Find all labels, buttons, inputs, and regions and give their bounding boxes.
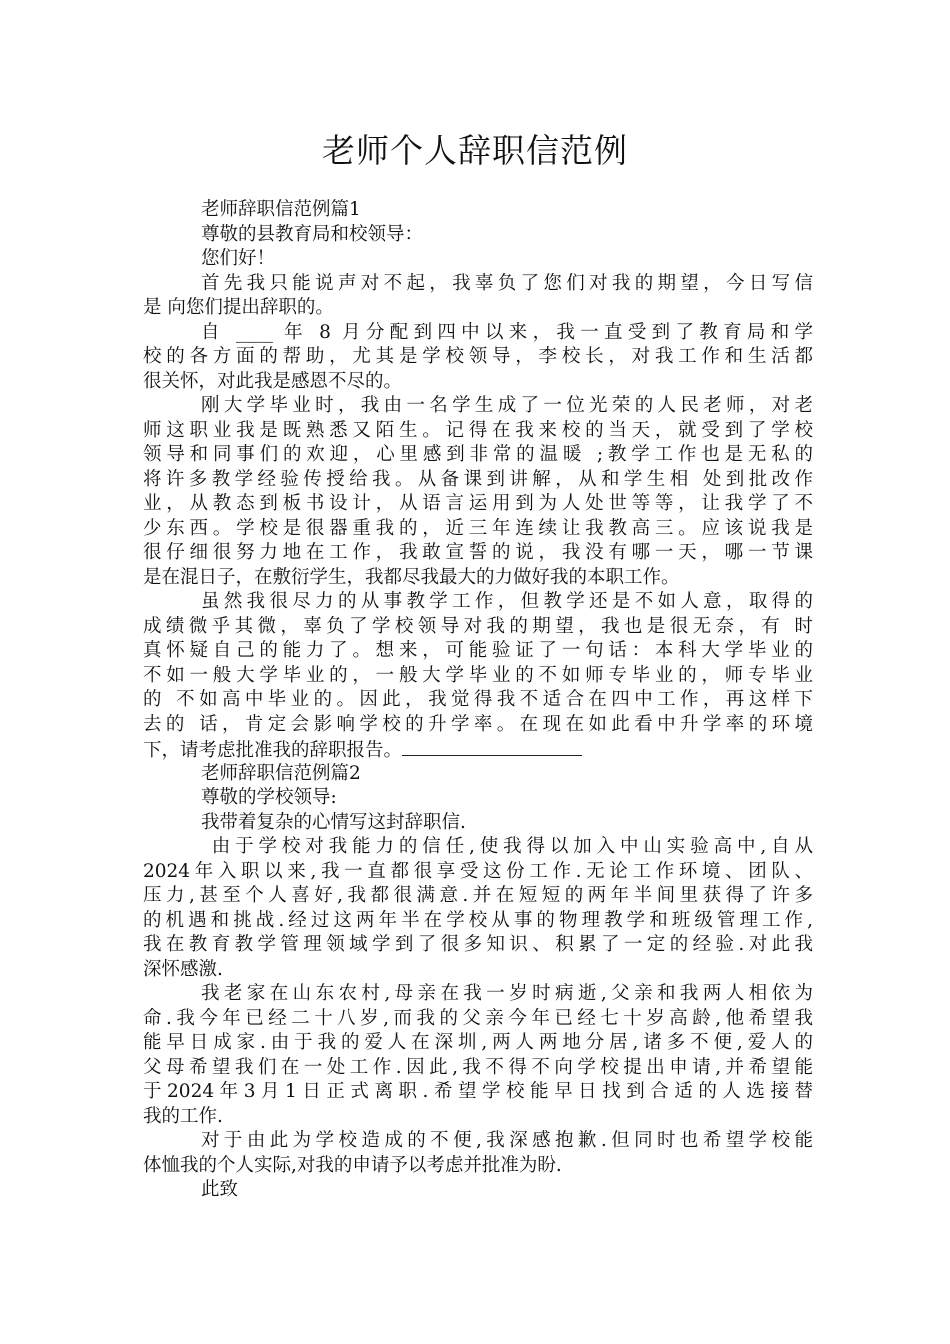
paragraph-line: 少东西。学校是很器重我的，近三年连续让我教高三。应该说我是 <box>143 517 813 539</box>
document-body <box>143 198 813 1203</box>
paragraph-line: 的 不如高中毕业的。因此，我觉得我不适合在四中工作，再这样下 <box>143 689 813 710</box>
paragraph-line: 压力,甚至个人喜好,我都很满意.并在短短的两年半间里获得了许多 <box>143 885 813 906</box>
paragraph-line: 很仔细很努力地在工作，我敢宣誓的说，我没有哪一天，哪一节课 <box>143 542 813 563</box>
paragraph-line: 父母希望我们在一处工作.因此,我不得不向学校提出申请,并希望能 <box>143 1056 813 1078</box>
paragraph-line: 我老家在山东农村,母亲在我一岁时病逝,父亲和我两人相依为 <box>201 983 813 1004</box>
paragraph-line: 的机遇和挑战.经过这两年半在学校从事的物理教学和班级管理工作, <box>143 909 813 931</box>
salutation-2: 尊敬的学校领导: <box>201 787 337 808</box>
paragraph-line: 将许多教学经验传授给我。从备课到讲解，从和学生相 处到批改作 <box>143 468 813 490</box>
paragraph-line: 自 ____ 年 8 月分配到四中以来，我一直受到了教育局和学 <box>201 321 813 343</box>
closing-line: 此致 <box>201 1179 239 1200</box>
section-heading-1: 老师辞职信范例篇1 <box>201 199 361 220</box>
paragraph-line: 校的各方面的帮助，尤其是学校领导，李校长，对我工作和生活都 <box>143 346 813 367</box>
paragraph-line: 是 向您们提出辞职的。 <box>143 297 334 318</box>
paragraph-line: 深怀感激. <box>143 958 223 980</box>
greeting: 您们好！ <box>201 248 276 269</box>
paragraph-line: 成绩微乎其微，辜负了学校领导对我的期望，我也是很无奈，有 时 <box>143 615 813 637</box>
paragraph-line: 很关怀，对此我是感恩不尽的。 <box>143 370 403 392</box>
paragraph-line: 业，从教态到板书设计，从语言运用到为人处世等等，让我学了不 <box>143 493 813 514</box>
paragraph-line: 师这职业我是既熟悉又陌生。记得在我来校的当天，就受到了学校 <box>143 419 813 441</box>
paragraph-line: 我带着复杂的心情写这封辞职信. <box>201 811 466 833</box>
salutation-1: 尊敬的县教育局和校领导： <box>201 223 424 245</box>
paragraph-line: 能早日成家.由于我的爱人在深圳,两人两地分居,诸多不便,爱人的 <box>143 1032 813 1053</box>
paragraph-line: 命.我今年已经二十八岁,而我的父亲今年已经七十岁高龄,他希望我 <box>143 1007 813 1029</box>
paragraph-line: 对于由此为学校造成的不便,我深感抱歉.但同时也希望学校能 <box>201 1130 813 1151</box>
paragraph-line: 虽然我很尽力的从事教学工作，但教学还是不如人意，取得的 <box>201 591 813 612</box>
paragraph-line: 刚大学毕业时，我由一名学生成了一位光荣的人民老师，对老 <box>201 395 813 416</box>
paragraph-line: 不如一般大学毕业的，一般大学毕业的不如师专毕业的，师专毕业 <box>143 664 813 686</box>
blank-underline <box>402 737 582 756</box>
paragraph-line: 去的 话，肯定会影响学校的升学率。在现在如此看中升学率的环境 <box>143 713 813 735</box>
paragraph-line: 首先我只能说声对不起，我辜负了您们对我的期望，今日写信 <box>201 272 813 294</box>
paragraph-line: 我的工作. <box>143 1105 223 1127</box>
paragraph-line: 于2024年3月1日正式离职.希望学校能早日找到合适的人选接替 <box>143 1081 813 1102</box>
paragraph-line: 由于学校对我能力的信任,使我得以加入中山实验高中,自从 <box>201 836 813 857</box>
section-heading-2: 老师辞职信范例篇2 <box>201 762 361 784</box>
paragraph-line: 是在混日子，在敷衍学生，我都尽我最大的力做好我的本职工作。 <box>143 566 680 588</box>
document-title: 老师个人辞职信范例 <box>322 131 628 170</box>
paragraph-line: 体恤我的个人实际,对我的申请予以考虑并批准为盼. <box>143 1154 562 1176</box>
paragraph-line-with-blank <box>143 737 813 762</box>
paragraph-line: 2024年入职以来,我一直都很享受这份工作.无论工作环境、团队、 <box>143 860 813 882</box>
paragraph-line: 领导和同事们的欢迎，心里感到非常的温暖 ;教学工作也是无私的 <box>143 444 813 465</box>
paragraph-line: 我在教育教学管理领域学到了很多知识、积累了一定的经验.对此我 <box>143 934 813 955</box>
paragraph-line: 下，请考虑批准我的辞职报告。 <box>143 740 403 761</box>
paragraph-line: 真怀疑自己的能力了。想来，可能验证了一句话：本科大学毕业的 <box>143 640 813 661</box>
